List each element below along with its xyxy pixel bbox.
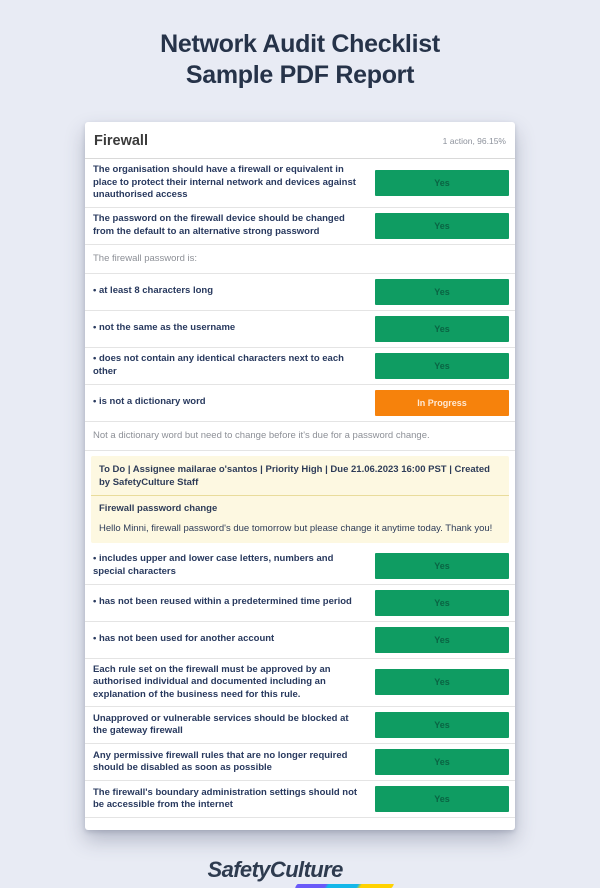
question-text: • not the same as the username: [93, 322, 236, 334]
response-button[interactable]: Yes: [375, 553, 509, 579]
checklist-row: [85, 622, 515, 659]
checklist-rows-top: [85, 159, 515, 451]
note-text: Not a dictionary word but need to change before it's due for a password change.: [85, 422, 515, 451]
response-button[interactable]: Yes: [375, 279, 509, 305]
question-text: • does not contain any identical characters next to each other: [93, 353, 344, 377]
checklist-row: [85, 208, 515, 245]
action-message: Hello Minni, firewall password's due tomorrow but please change it anytime today. Thank you!: [99, 522, 493, 534]
action-title: Firewall password change: [99, 502, 218, 514]
question-text: The organisation should have a firewall or equivalent in place to protect their internal network and devices against unauthorised access: [93, 164, 356, 200]
checklist-row: [85, 348, 515, 385]
response-button[interactable]: Yes: [375, 749, 509, 775]
page-title-line1: Network Audit Checklist: [160, 30, 440, 58]
question-text: • has not been used for another account: [93, 633, 275, 645]
checklist-row: [85, 659, 515, 708]
logo-gradient-bar-icon: [294, 884, 393, 888]
response-button[interactable]: Yes: [375, 627, 509, 653]
question-text: The firewall's boundary administration settings should not be accessible from the internet: [93, 786, 358, 810]
card-header: [85, 122, 515, 159]
page-title-line2: Sample PDF Report: [185, 61, 415, 89]
response-button[interactable]: Yes: [375, 712, 509, 738]
question-text: • has not been reused within a predetermined time period: [93, 596, 352, 608]
checklist-row: [85, 744, 515, 781]
report-card: [85, 122, 515, 830]
response-button[interactable]: Yes: [375, 213, 509, 239]
question-text: Unapproved or vulnerable services should be blocked at the gateway firewall: [93, 712, 349, 736]
checklist-row: [85, 707, 515, 744]
question-text: Each rule set on the firewall must be approved by an authorised individual and documented including an explanation of the business need for this rule.: [93, 663, 331, 700]
question-text: Any permissive firewall rules that are no longer required should be disabled as soon as possible: [93, 749, 348, 773]
response-button[interactable]: Yes: [375, 170, 509, 196]
response-button[interactable]: Yes: [375, 590, 509, 616]
action-box: [91, 456, 509, 543]
question-text: • includes upper and lower case letters, numbers and special characters: [93, 553, 334, 577]
checklist-row: [85, 274, 515, 311]
question-text: • is not a dictionary word: [93, 396, 206, 408]
checklist-row: [85, 548, 515, 585]
section-summary: 1 action, 96.15%: [442, 136, 506, 146]
checklist-rows-bottom: [85, 548, 515, 819]
response-button[interactable]: Yes: [375, 353, 509, 379]
response-button[interactable]: Yes: [375, 669, 509, 695]
action-meta: To Do | Assignee mailarae o'santos | Priority High | Due 21.06.2023 16:00 PST | Created by SafetyCulture Staff: [91, 456, 509, 496]
note-text: The firewall password is:: [85, 245, 515, 274]
checklist-row: [85, 385, 515, 422]
checklist-row: [85, 311, 515, 348]
checklist-row: [85, 159, 515, 208]
page-title: [0, 0, 600, 91]
checklist-row: [85, 585, 515, 622]
response-button[interactable]: In Progress: [375, 390, 509, 416]
response-button[interactable]: Yes: [375, 786, 509, 812]
safetyculture-logo-text: SafetyCulture: [207, 857, 343, 882]
response-button[interactable]: Yes: [375, 316, 509, 342]
section-title: Firewall: [94, 133, 148, 149]
question-text: The password on the firewall device should be changed from the default to an alternative strong password: [93, 213, 345, 237]
question-text: • at least 8 characters long: [93, 285, 214, 297]
action-body: [91, 496, 509, 543]
footer: [0, 857, 600, 888]
safetyculture-logo: [208, 857, 393, 888]
